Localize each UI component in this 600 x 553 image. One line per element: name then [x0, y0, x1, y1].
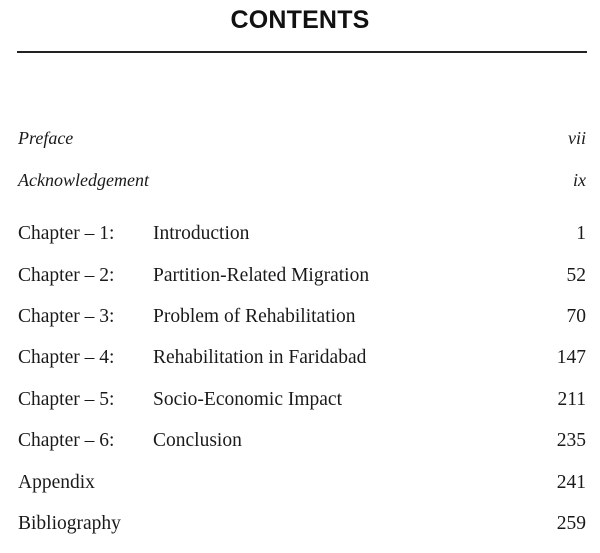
toc-entry-page: 235 [556, 430, 586, 451]
toc-entry-chapter-3[interactable] [18, 302, 586, 332]
chapter-title: Conclusion [153, 430, 242, 451]
chapter-number: Chapter – 2: [18, 265, 115, 286]
chapter-title: Problem of Rehabilitation [153, 306, 356, 327]
toc-entry-page: ix [573, 170, 586, 190]
chapter-title: Introduction [153, 223, 250, 244]
page-title: CONTENTS [230, 6, 370, 34]
toc-entry-chapter-5[interactable] [18, 385, 586, 415]
toc-entry-page: 211 [557, 389, 586, 410]
toc-entry-label: Appendix [18, 472, 95, 493]
toc-entry-chapter-2[interactable] [18, 261, 586, 291]
toc-entry-page: 147 [556, 347, 586, 368]
toc-entry-label: Acknowledgement [18, 170, 149, 190]
toc-entry-chapter-6[interactable] [18, 426, 586, 456]
toc-entry-page: 1 [576, 223, 586, 244]
toc-entry-chapter-1[interactable] [18, 219, 586, 249]
toc-entry-page: 70 [566, 306, 586, 327]
toc-entry-chapter-4[interactable] [18, 343, 586, 373]
toc-entry-label: Preface [18, 128, 74, 148]
chapter-title: Socio-Economic Impact [153, 389, 342, 410]
toc-entry-acknowledgement[interactable] [18, 165, 586, 195]
toc-entry-label: Bibliography [18, 513, 121, 534]
toc-entry-page: 241 [556, 472, 586, 493]
toc-entry-appendix[interactable] [18, 468, 586, 498]
chapter-title: Rehabilitation in Faridabad [153, 347, 367, 368]
toc-entry-page: 52 [566, 265, 586, 286]
toc-entry-page: 259 [556, 513, 586, 534]
toc-entry-bibliography[interactable] [18, 509, 586, 539]
chapter-number: Chapter – 6: [18, 430, 115, 451]
toc-entry-preface[interactable] [18, 123, 586, 153]
chapter-title: Partition-Related Migration [153, 265, 370, 286]
chapter-number: Chapter – 5: [18, 389, 115, 410]
chapter-number: Chapter – 1: [18, 223, 115, 244]
chapter-number: Chapter – 3: [18, 306, 115, 327]
title-divider [17, 51, 587, 53]
chapter-number: Chapter – 4: [18, 347, 115, 368]
toc-entry-page: vii [568, 128, 586, 148]
